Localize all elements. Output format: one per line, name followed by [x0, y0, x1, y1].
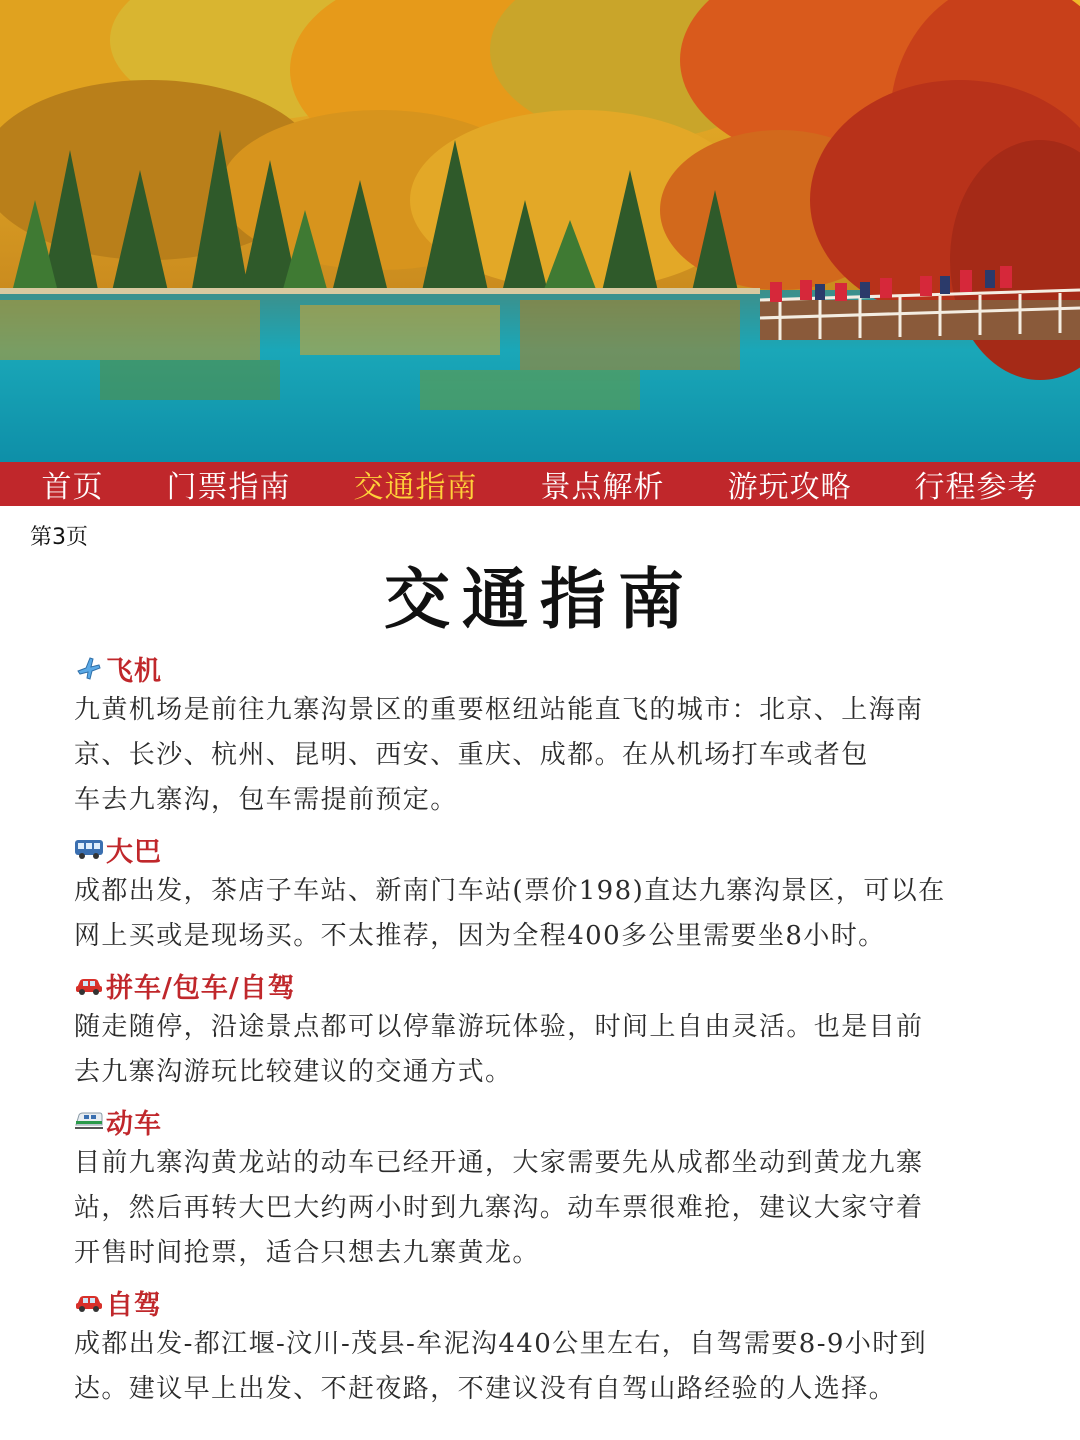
nav-item-attractions[interactable]: 景点解析 — [540, 470, 665, 505]
section-heading — [74, 965, 1014, 1005]
car-icon — [74, 1287, 104, 1317]
section-title: 动车 — [106, 1108, 162, 1140]
body-line: 成都出发，茶店子车站、新南门车站(票价198)直达九寨沟景区，可以在 — [74, 876, 946, 906]
transport-sections — [74, 642, 1014, 1412]
body-line: 去九寨沟游玩比较建议的交通方式。 — [74, 1057, 513, 1087]
section-heading — [74, 1101, 1014, 1141]
body-line: 站，然后再转大巴大约两小时到九寨沟。动车票很难抢，建议大家守着 — [74, 1193, 924, 1223]
section-self-drive — [74, 1282, 1014, 1412]
nav-item-transport[interactable]: 交通指南 — [353, 470, 478, 505]
airplane-icon — [74, 653, 104, 683]
body-line: 开售时间抢票，适合只想去九寨黄龙。 — [74, 1238, 540, 1268]
section-airplane — [74, 648, 1014, 823]
body-line: 九黄机场是前往九寨沟景区的重要枢纽站能直飞的城市：北京、上海南 — [74, 695, 924, 725]
section-body — [74, 1005, 1014, 1095]
section-heading — [74, 829, 1014, 869]
nav-item-guide[interactable]: 游玩攻略 — [727, 470, 852, 505]
body-line: 网上买或是现场买。不太推荐，因为全程400多公里需要坐8小时。 — [74, 921, 886, 951]
nav-item-tickets[interactable]: 门票指南 — [166, 470, 291, 505]
train-icon — [74, 1106, 104, 1136]
body-line: 随走随停，沿途景点都可以停靠游玩体验，时间上自由灵活。也是目前 — [74, 1012, 924, 1042]
body-line: 达。建议早上出发、不赶夜路，不建议没有自驾山路经验的人选择。 — [74, 1374, 897, 1404]
hero-photo — [0, 0, 1080, 462]
nav-item-itinerary[interactable]: 行程参考 — [914, 470, 1039, 505]
page-number-label: 第3页 — [30, 525, 88, 550]
section-title: 大巴 — [106, 836, 162, 868]
body-line: 目前九寨沟黄龙站的动车已经开通，大家需要先从成都坐动到黄龙九寨 — [74, 1148, 924, 1178]
section-title: 飞机 — [106, 655, 162, 687]
page-title: 交通指南 — [384, 560, 696, 638]
top-nav-bar — [0, 462, 1080, 506]
section-heading — [74, 648, 1014, 688]
section-carpool — [74, 965, 1014, 1095]
body-line: 车去九寨沟，包车需提前预定。 — [74, 785, 458, 815]
section-title: 拼车/包车/自驾 — [106, 972, 296, 1004]
section-title: 自驾 — [106, 1289, 162, 1321]
nav-item-home[interactable]: 首页 — [41, 470, 104, 505]
body-line: 京、长沙、杭州、昆明、西安、重庆、成都。在从机场打车或者包 — [74, 740, 869, 770]
section-body — [74, 1322, 1014, 1412]
section-body — [74, 869, 1014, 959]
section-body — [74, 1141, 1014, 1276]
body-line: 成都出发-都江堰-汶川-茂县-牟泥沟440公里左右，自驾需要8-9小时到 — [74, 1329, 928, 1359]
section-bus — [74, 829, 1014, 959]
lake-forest-illustration — [0, 0, 1080, 462]
car-icon — [74, 970, 104, 1000]
section-body — [74, 688, 1014, 823]
bus-icon — [74, 834, 104, 864]
section-train — [74, 1101, 1014, 1276]
section-heading — [74, 1282, 1014, 1322]
